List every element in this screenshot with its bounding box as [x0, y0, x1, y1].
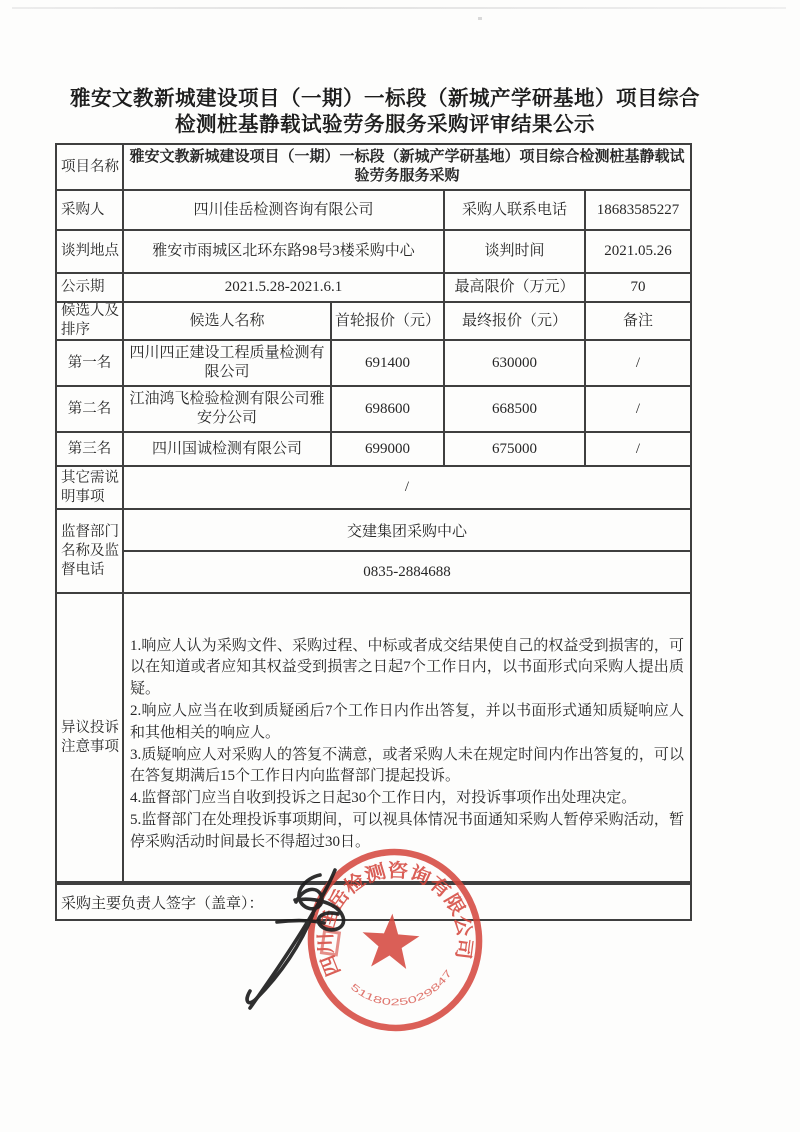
negotiation-place-label: 谈判地点: [61, 243, 119, 259]
project-name-label: 项目名称: [61, 158, 119, 175]
candidate-3-remark: /: [584, 433, 690, 465]
stamp-company-text: 四川佳岳检测咨询有限公司: [315, 860, 475, 979]
candidate-2-remark: /: [584, 387, 690, 431]
stamp-number-text: 5118025029847: [348, 971, 453, 1009]
purchaser-phone-value: 18683585227: [584, 191, 690, 229]
row-supervision: [57, 508, 690, 592]
supervision-label: 监督部门名称及监督电话: [61, 523, 119, 578]
objection-item-1: 1.响应人认为采购文件、采购过程、中标或者成交结果使自己的权益受到损害的，可以在知道或者应知其权益受到损害之日起7个工作日内，以书面形式向采购人提出质疑。: [130, 637, 684, 698]
scan-artifact-dot: [478, 17, 482, 20]
candidate-name-header: 候选人名称: [122, 303, 330, 339]
objection-item-5: 5.监督部门在处理投诉事项期间，可以视具体情况书面通知采购人暂停采购活动，暂停采购活动时间最长不得超过30日。: [130, 811, 684, 850]
candidate-2-final-offer: 668500: [443, 387, 584, 431]
objection-item-4: 4.监督部门应当自收到投诉之日起30个工作日内，对投诉事项作出处理决定。: [130, 790, 637, 807]
purchaser-phone-label: 采购人联系电话: [443, 191, 584, 229]
objection-item-2: 2.响应人应当在收到质疑函后7个工作日内作出答复，并以书面形式通知质疑响应人和其他相关的响应人。: [130, 702, 684, 741]
project-name-value: 雅安文教新城建设项目（一期）一标段（新城产学研基地）项目综合检测桩基静载试验劳务服务采购: [122, 145, 690, 189]
candidate-2-name: 江油鸿飞检验检测有限公司雅安分公司: [122, 387, 330, 431]
objection-content: [122, 594, 690, 881]
signature-label: 采购主要负责人签字（盖章）：: [61, 895, 264, 912]
candidate-3-name: 四川国诚检测有限公司: [122, 433, 330, 465]
candidate-3-rank: 第三名: [67, 440, 112, 457]
page-title-line2: 检测桩基静载试验劳务服务采购评审结果公示: [175, 114, 595, 136]
row-purchaser: [57, 189, 690, 229]
row-project-name: [57, 145, 690, 189]
publicity-label: 公示期: [61, 279, 105, 295]
negotiation-time-label: 谈判时间: [443, 231, 584, 272]
candidate-row-1: [57, 339, 690, 385]
handwritten-signature: [225, 860, 375, 1020]
publicity-value: 2021.5.28-2021.6.1: [122, 274, 443, 301]
other-notes-label: 其它需说明事项: [61, 469, 119, 505]
page-title: [60, 86, 710, 138]
negotiation-place-value: 雅安市雨城区北环东路98号3楼采购中心: [122, 231, 443, 272]
max-price-value: 70: [584, 274, 690, 301]
scan-artifact-line: [12, 7, 786, 9]
first-offer-header: 首轮报价（元）: [330, 303, 443, 339]
max-price-label: 最高限价（万元）: [443, 274, 584, 301]
objection-item-3: 3.质疑响应人对采购人的答复不满意，或者采购人未在规定时间内作出答复的，可以在答复期满后15个工作日内向监督部门提起投诉。: [130, 746, 684, 785]
candidate-3-final-offer: 675000: [443, 433, 584, 465]
row-objection: [57, 592, 690, 881]
result-table: [55, 143, 692, 883]
remark-header: 备注: [584, 303, 690, 339]
candidate-rank-header: 候选人及排序: [61, 303, 119, 338]
candidate-1-first-offer: 691400: [330, 341, 443, 385]
negotiation-time-value: 2021.05.26: [584, 231, 690, 272]
candidate-3-first-offer: 699000: [330, 433, 443, 465]
candidate-1-final-offer: 630000: [443, 341, 584, 385]
candidate-1-rank: 第一名: [67, 354, 112, 371]
row-publicity: [57, 272, 690, 301]
objection-label: 异议投诉注意事项: [61, 719, 119, 755]
purchaser-label: 采购人: [61, 201, 105, 218]
final-offer-header: 最终报价（元）: [443, 303, 584, 339]
candidate-row-2: [57, 385, 690, 431]
candidate-1-name: 四川四正建设工程质量检测有限公司: [122, 341, 330, 385]
candidate-2-first-offer: 698600: [330, 387, 443, 431]
row-candidate-header: [57, 301, 690, 339]
purchaser-value: 四川佳岳检测咨询有限公司: [122, 191, 443, 229]
row-other-notes: [57, 465, 690, 508]
supervision-department: 交建集团采购中心: [346, 523, 467, 540]
page-title-line1: 雅安文教新城建设项目（一期）一标段（新城产学研基地）项目综合: [70, 88, 700, 110]
row-negotiation: [57, 229, 690, 272]
supervision-phone: 0835-2884688: [124, 550, 690, 592]
other-notes-value: /: [122, 467, 690, 508]
supervision-values: [122, 510, 690, 592]
candidate-1-remark: /: [584, 341, 690, 385]
candidate-2-rank: 第二名: [67, 400, 112, 417]
candidate-row-3: [57, 431, 690, 465]
